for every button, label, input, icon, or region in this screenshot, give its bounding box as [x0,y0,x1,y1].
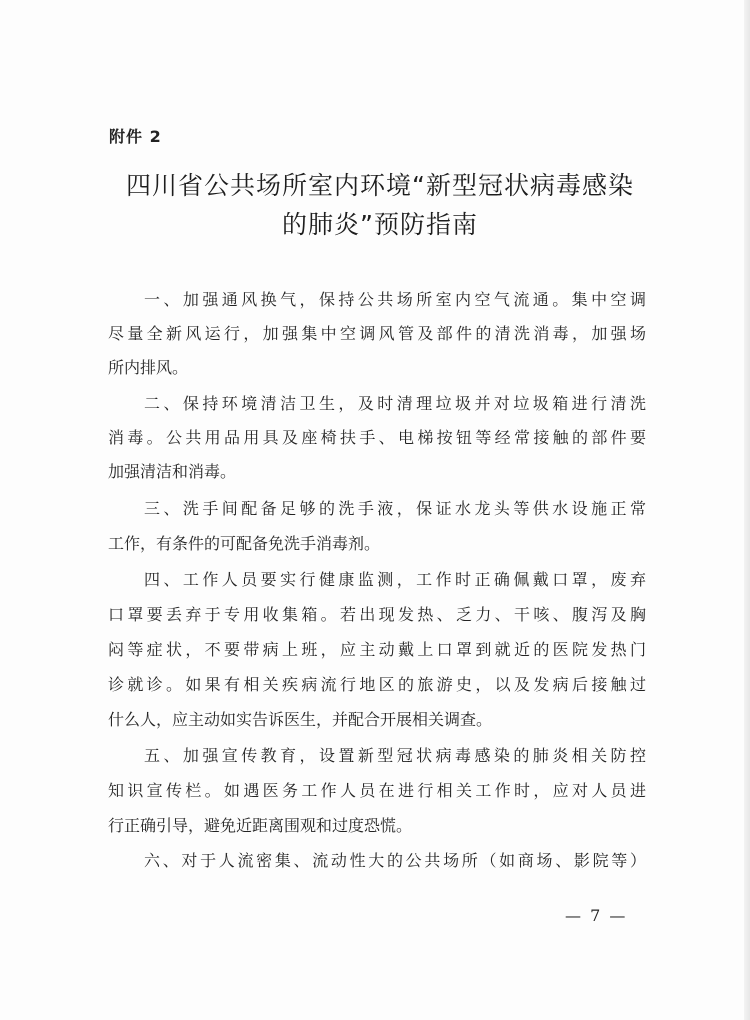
paragraph-4-line-5: 什么人，应主动如实告诉医生，并配合开展相关调查。 [108,710,493,729]
paragraph-2-line-1: 二、保持环境清洁卫生，及时清理垃圾并对垃圾箱进行清洗 [144,394,646,413]
paragraph-5-line-2: 知识宣传栏。如遇医务工作人员在进行相关工作时，应对人员进 [108,781,646,800]
attachment-label: 附件 2 [109,127,162,146]
paragraph-5-line-1: 五、加强宣传教育，设置新型冠状病毒感染的肺炎相关防控 [144,746,646,765]
paragraph-6-line-1: 六、对于人流密集、流动性大的公共场所（如商场、影院等） [144,851,646,870]
paragraph-5-line-3: 行正确引导，避免近距离围观和过度恐慌。 [108,816,413,835]
page-number: — 7 — [565,906,628,925]
paragraph-4-line-4: 诊就诊。如果有相关疾病流行地区的旅游史，以及发病后接触过 [108,675,646,694]
paragraph-2-line-3: 加强清洁和消毒。 [108,462,237,481]
paragraph-1-line-3: 所内排风。 [108,358,189,377]
document-title-line-1: 四川省公共场所室内环境“新型冠状病毒感染 [126,171,634,200]
document-title-line-2: 的肺炎”预防指南 [282,210,478,239]
paragraph-1-line-1: 一、加强通风换气，保持公共场所室内空气流通。集中空调 [144,290,646,309]
page-edge-shadow [744,0,750,1020]
paragraph-4-line-3: 闷等症状，不要带病上班，应主动戴上口罩到就近的医院发热门 [108,640,646,659]
paragraph-1-line-2: 尽量全新风运行，加强集中空调风管及部件的清洗消毒，加强场 [108,324,646,343]
paragraph-3-line-2: 工作，有条件的可配备免洗手消毒剂。 [108,534,381,553]
paragraph-4-line-2: 口罩要丢弃于专用收集箱。若出现发热、乏力、干咳、腹泻及胸 [108,605,646,624]
paragraph-3-line-1: 三、洗手间配备足够的洗手液，保证水龙头等供水设施正常 [144,499,646,518]
paragraph-2-line-2: 消毒。公共用品用具及座椅扶手、电梯按钮等经常接触的部件要 [108,428,646,447]
paragraph-4-line-1: 四、工作人员要实行健康监测，工作时正确佩戴口罩，废弃 [144,570,646,589]
